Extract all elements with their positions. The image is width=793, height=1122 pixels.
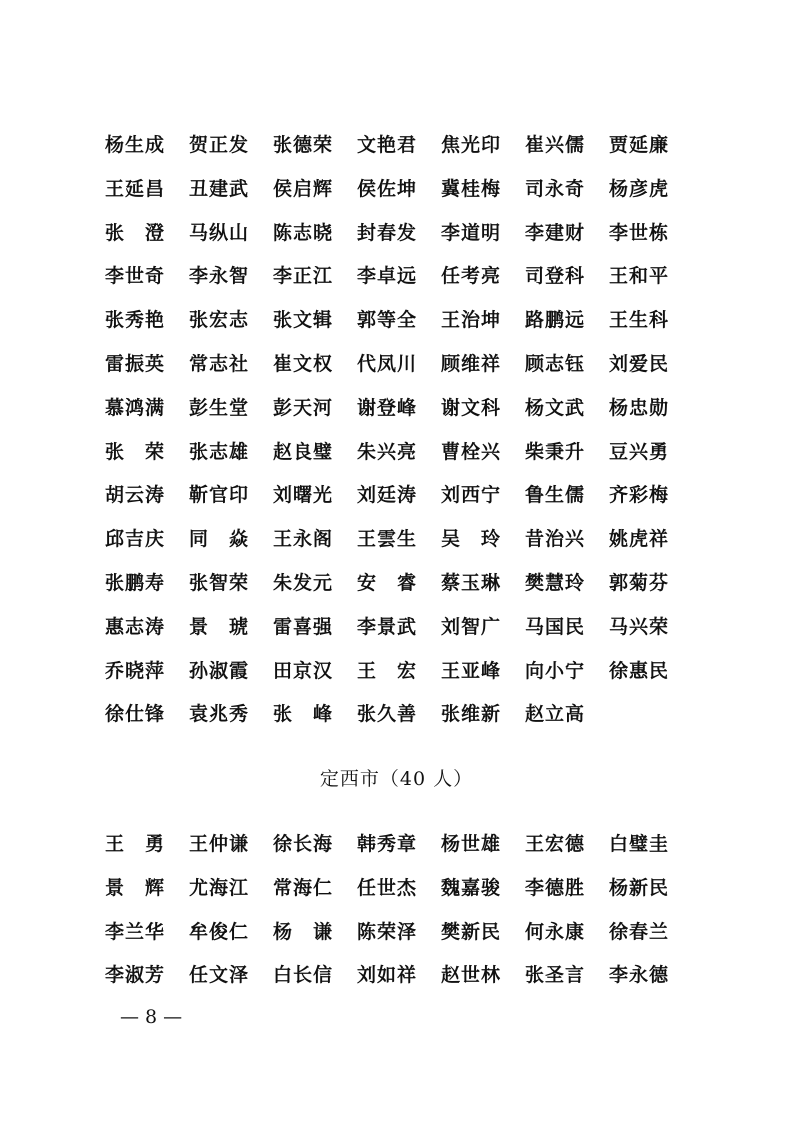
person-name: 张秀艳 — [105, 309, 166, 332]
person-name: 谢登峰 — [357, 396, 418, 419]
person-name: 赵良璧 — [273, 440, 334, 463]
person-name: 李卓远 — [357, 265, 418, 288]
person-name: 昔治兴 — [525, 528, 586, 551]
name-row — [105, 612, 695, 656]
person-name: 刘曙光 — [273, 484, 334, 507]
person-name: 杨生成 — [105, 134, 166, 156]
person-name: 张志雄 — [189, 440, 250, 463]
person-name: 张 荣 — [105, 440, 166, 463]
name-row — [105, 480, 695, 524]
name-row — [105, 437, 695, 481]
person-name: 李建财 — [525, 221, 586, 244]
person-name: 蔡玉琳 — [441, 571, 502, 594]
name-row — [105, 960, 695, 1004]
name-row — [105, 656, 695, 700]
person-name: 贺正发 — [189, 134, 250, 156]
person-name: 崔兴儒 — [525, 134, 586, 156]
name-row — [105, 829, 695, 873]
name-row — [105, 568, 695, 612]
person-name: 彭生堂 — [189, 396, 250, 419]
person-name: 何永康 — [525, 920, 586, 943]
person-name: 常志社 — [189, 352, 250, 375]
person-name: 王亚峰 — [441, 659, 502, 682]
person-name: 马国民 — [525, 615, 586, 638]
name-row — [105, 261, 695, 305]
name-row — [105, 699, 695, 743]
person-name: 慕鸿满 — [105, 396, 166, 419]
person-name: 焦光印 — [441, 134, 502, 156]
person-name: 文艳君 — [357, 134, 418, 156]
person-name: 张 澄 — [105, 221, 166, 244]
person-name: 王雲生 — [357, 528, 418, 551]
person-name: 齐彩梅 — [609, 484, 670, 507]
person-name: 刘爱民 — [609, 352, 670, 375]
person-name: 张德荣 — [273, 134, 334, 156]
person-name: 张 峰 — [273, 703, 334, 726]
page-number: — 8 — — [120, 1006, 183, 1028]
person-name: 王生科 — [609, 309, 670, 332]
person-name: 刘廷涛 — [357, 484, 418, 507]
person-name: 陈志晓 — [273, 221, 334, 244]
person-name: 彭天河 — [273, 396, 334, 419]
person-name: 王 宏 — [357, 659, 418, 682]
person-name: 杨新民 — [609, 876, 670, 899]
person-name: 陈荣泽 — [357, 920, 418, 943]
person-name: 牟俊仁 — [189, 920, 250, 943]
person-name: 刘智广 — [441, 615, 502, 638]
person-name: 朱发元 — [273, 571, 334, 594]
name-row — [105, 305, 695, 349]
person-name: 李永德 — [609, 964, 670, 987]
person-name: 常海仁 — [273, 876, 334, 899]
person-name: 司永奇 — [525, 177, 586, 200]
person-name: 樊新民 — [441, 920, 502, 943]
name-row — [105, 218, 695, 262]
person-name: 马兴荣 — [609, 615, 670, 638]
person-name: 王仲谦 — [189, 833, 250, 855]
person-name: 谢文科 — [441, 396, 502, 419]
person-name: 张智荣 — [189, 571, 250, 594]
person-name: 徐长海 — [273, 833, 334, 855]
person-name: 张宏志 — [189, 309, 250, 332]
person-name: 王宏德 — [525, 833, 586, 855]
person-name: 贾延廉 — [609, 134, 670, 156]
person-name: 樊慧玲 — [525, 571, 586, 594]
person-name: 曹栓兴 — [441, 440, 502, 463]
person-name: 侯佐坤 — [357, 177, 418, 200]
person-name: 王治坤 — [441, 309, 502, 332]
person-name: 张圣言 — [525, 964, 586, 987]
person-name: 王 勇 — [105, 833, 166, 855]
person-name: 马纵山 — [189, 221, 250, 244]
person-name: 柴秉升 — [525, 440, 586, 463]
person-name: 张维新 — [441, 703, 502, 726]
person-name: 张文辑 — [273, 309, 334, 332]
person-name: 白璧圭 — [609, 833, 670, 855]
person-name: 雷振英 — [105, 352, 166, 375]
person-name: 杨文武 — [525, 396, 586, 419]
person-name: 韩秀章 — [357, 833, 418, 855]
person-name: 顾志钰 — [525, 352, 586, 375]
person-name: 王和平 — [609, 265, 670, 288]
person-name: 胡云涛 — [105, 484, 166, 507]
person-name: 崔文权 — [273, 352, 334, 375]
person-name: 李淑芳 — [105, 964, 166, 987]
name-row — [105, 349, 695, 393]
person-name: 鲁生儒 — [525, 484, 586, 507]
person-name: 王延昌 — [105, 177, 166, 200]
person-name: 惠志涛 — [105, 615, 166, 638]
person-name: 丑建武 — [189, 177, 250, 200]
person-name: 李兰华 — [105, 920, 166, 943]
person-name: 田京汉 — [273, 659, 334, 682]
person-name: 豆兴勇 — [609, 440, 670, 463]
person-name: 同 焱 — [189, 528, 250, 551]
person-name: 王永阁 — [273, 528, 334, 551]
person-name: 徐春兰 — [609, 920, 670, 943]
person-name: 乔晓萍 — [105, 659, 166, 682]
person-name: 李永智 — [189, 265, 250, 288]
person-name: 郭等全 — [357, 309, 418, 332]
person-name: 李景武 — [357, 615, 418, 638]
name-row — [105, 873, 695, 917]
person-name: 郭菊芬 — [609, 571, 670, 594]
name-list-dingxi — [105, 829, 695, 1004]
person-name: 袁兆秀 — [189, 703, 250, 726]
person-name: 路鹏远 — [525, 309, 586, 332]
person-name: 杨忠勋 — [609, 396, 670, 419]
person-name: 姚虎祥 — [609, 528, 670, 551]
person-name: 白长信 — [273, 964, 334, 987]
person-name: 司登科 — [525, 265, 586, 288]
person-name: 赵立高 — [525, 703, 586, 726]
person-name: 李正江 — [273, 265, 334, 288]
section-title-dingxi: 定西市（40 人） — [319, 768, 474, 790]
person-name: 杨世雄 — [441, 833, 502, 855]
person-name: 侯启辉 — [273, 177, 334, 200]
person-name: 杨 谦 — [273, 920, 334, 943]
person-name: 顾维祥 — [441, 352, 502, 375]
person-name: 封春发 — [357, 221, 418, 244]
person-name: 雷喜强 — [273, 615, 334, 638]
name-row — [105, 524, 695, 568]
person-name: 代凤川 — [357, 352, 418, 375]
person-name: 向小宁 — [525, 659, 586, 682]
person-name: 魏嘉骏 — [441, 876, 502, 899]
person-name: 张鹏寿 — [105, 571, 166, 594]
person-name: 景 辉 — [105, 876, 166, 899]
name-row — [105, 130, 695, 174]
name-row — [105, 917, 695, 961]
person-name: 靳官印 — [189, 484, 250, 507]
person-name: 徐惠民 — [609, 659, 670, 682]
person-name: 孙淑霞 — [189, 659, 250, 682]
name-list-top — [105, 130, 695, 743]
person-name: 尤海江 — [189, 876, 250, 899]
name-row — [105, 393, 695, 437]
person-name: 徐仕锋 — [105, 703, 166, 726]
person-name: 邱吉庆 — [105, 528, 166, 551]
person-name: 刘如祥 — [357, 964, 418, 987]
person-name: 刘西宁 — [441, 484, 502, 507]
name-row — [105, 174, 695, 218]
person-name: 张久善 — [357, 703, 418, 726]
person-name: 景 琥 — [189, 615, 250, 638]
person-name: 朱兴亮 — [357, 440, 418, 463]
person-name: 李德胜 — [525, 876, 586, 899]
person-name: 赵世林 — [441, 964, 502, 987]
person-name: 安 睿 — [357, 571, 418, 594]
person-name: 李世奇 — [105, 265, 166, 288]
person-name: 任文泽 — [189, 964, 250, 987]
person-name: 任世杰 — [357, 876, 418, 899]
person-name: 冀桂梅 — [441, 177, 502, 200]
person-name: 杨彦虎 — [609, 177, 670, 200]
person-name: 任考亮 — [441, 265, 502, 288]
person-name: 李道明 — [441, 221, 502, 244]
person-name: 李世栋 — [609, 221, 670, 244]
person-name: 吴 玲 — [441, 528, 502, 551]
